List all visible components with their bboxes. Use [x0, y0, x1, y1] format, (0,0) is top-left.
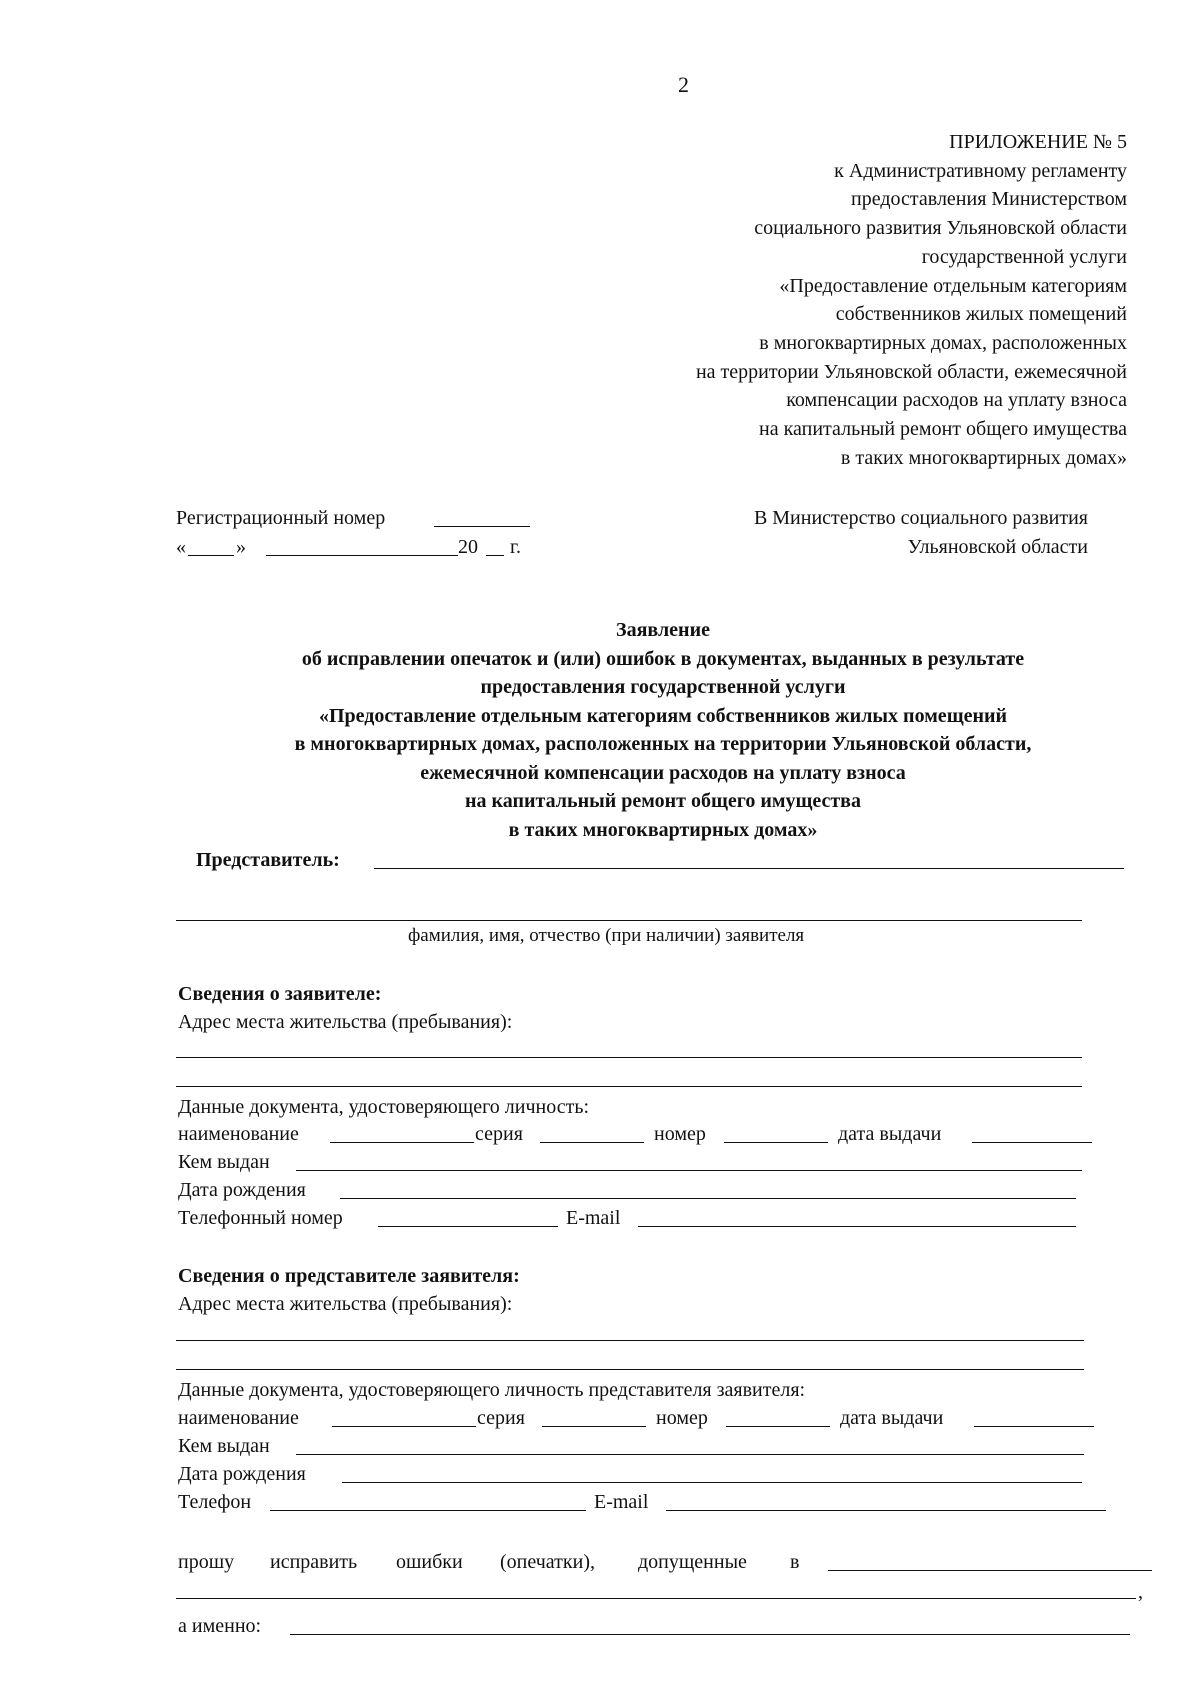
- representative-doc-series-field[interactable]: [542, 1426, 646, 1427]
- addressee-line-1: В Министерство социального развития: [753, 507, 1088, 529]
- request-word: (опечатки),: [500, 1551, 595, 1573]
- registration-year-prefix: 20: [458, 536, 478, 558]
- applicant-doc-number-label: номер: [654, 1123, 706, 1145]
- applicant-address-label: Адрес места жительства (пребывания):: [178, 1011, 513, 1033]
- applicant-phone-label: Телефонный номер: [178, 1207, 343, 1229]
- representative-phone-label: Телефон: [178, 1491, 252, 1513]
- representative-doc-series-label: серия: [477, 1407, 525, 1429]
- representative-doc-issue-date-field[interactable]: [974, 1426, 1094, 1427]
- representative-email-label: E-mail: [594, 1491, 649, 1513]
- title-line: Заявление: [616, 619, 710, 641]
- applicant-birth-date-label: Дата рождения: [178, 1179, 306, 1201]
- applicant-issued-by-label: Кем выдан: [178, 1151, 270, 1173]
- representative-doc-name-field[interactable]: [332, 1426, 476, 1427]
- representative-doc-name-label: наименование: [178, 1407, 299, 1429]
- applicant-doc-name-field[interactable]: [330, 1142, 474, 1143]
- registration-close-quote: »: [236, 536, 246, 558]
- title-line: в таких многоквартирных домах»: [508, 818, 818, 841]
- applicant-birth-date-field[interactable]: [340, 1198, 1076, 1199]
- request-word: исправить: [270, 1551, 358, 1573]
- request-word: в: [790, 1551, 800, 1573]
- representative-birth-date-field[interactable]: [342, 1482, 1082, 1483]
- representative-address-label: Адрес места жительства (пребывания):: [178, 1293, 513, 1315]
- appendix-line: собственников жилых помещений: [835, 303, 1127, 326]
- appendix-line: к Административному регламенту: [834, 159, 1127, 182]
- namely-field[interactable]: [290, 1634, 1130, 1635]
- appendix-line: социального развития Ульяновской области: [754, 217, 1127, 240]
- title-line: ежемесячной компенсации расходов на уплату взноса: [420, 761, 906, 784]
- representative-doc-number-label: номер: [656, 1407, 708, 1429]
- applicant-address-field-2[interactable]: [176, 1086, 1082, 1087]
- representative-issued-by-field[interactable]: [296, 1454, 1084, 1455]
- representative-birth-date-label: Дата рождения: [178, 1463, 306, 1485]
- applicant-email-field[interactable]: [638, 1226, 1076, 1227]
- registration-year-field[interactable]: [486, 555, 504, 556]
- applicant-doc-series-label: серия: [475, 1123, 523, 1145]
- representative-doc-number-field[interactable]: [726, 1426, 830, 1427]
- applicant-doc-number-field[interactable]: [724, 1142, 828, 1143]
- appendix-line: государственной услуги: [921, 245, 1127, 268]
- applicant-issued-by-field[interactable]: [296, 1170, 1082, 1171]
- request-document-field[interactable]: [828, 1570, 1152, 1571]
- addressee-line-2: Ульяновской области: [907, 536, 1088, 558]
- appendix-header: [696, 128, 1127, 472]
- appendix-line: в многоквартирных домах, расположенных: [759, 331, 1127, 354]
- representative-issued-by-label: Кем выдан: [178, 1435, 270, 1457]
- request-word: прошу: [178, 1551, 235, 1573]
- registration-day-field[interactable]: [188, 555, 234, 556]
- representative-label: Представитель:: [196, 849, 340, 871]
- registration-month-field[interactable]: [266, 555, 458, 556]
- applicant-doc-label: Данные документа, удостоверяющего личность:: [178, 1096, 590, 1118]
- representative-doc-label: Данные документа, удостоверяющего личность представителя заявителя:: [178, 1379, 806, 1401]
- applicant-email-label: E-mail: [566, 1207, 621, 1229]
- applicant-phone-field[interactable]: [378, 1226, 558, 1227]
- fio-field[interactable]: [176, 920, 1082, 921]
- representative-field[interactable]: [374, 868, 1124, 869]
- representative-heading: Сведения о представителе заявителя:: [178, 1265, 520, 1287]
- applicant-heading: Сведения о заявителе:: [178, 983, 382, 1005]
- applicant-doc-issue-date-field[interactable]: [972, 1142, 1092, 1143]
- title-line: предоставления государственной услуги: [480, 676, 846, 698]
- request-word: ошибки: [396, 1551, 463, 1573]
- representative-address-field-2[interactable]: [176, 1369, 1084, 1370]
- request-document-field-2[interactable]: [176, 1598, 1136, 1599]
- request-comma: ,: [1138, 1581, 1143, 1603]
- applicant-doc-name-label: наименование: [178, 1123, 299, 1145]
- appendix-line: «Предоставление отдельным категориям: [779, 274, 1127, 297]
- namely-label: а именно:: [178, 1615, 262, 1637]
- application-title: [0, 616, 1200, 844]
- applicant-doc-series-field[interactable]: [540, 1142, 644, 1143]
- representative-address-field-1[interactable]: [176, 1340, 1084, 1341]
- registration-open-quote: «: [176, 536, 186, 558]
- representative-doc-issue-date-label: дата выдачи: [840, 1407, 944, 1429]
- registration-year-suffix: г.: [510, 536, 521, 558]
- appendix-line: на территории Ульяновской области, ежемесячной: [695, 360, 1127, 383]
- appendix-line: ПРИЛОЖЕНИЕ № 5: [949, 131, 1127, 153]
- appendix-line: предоставления Министерством: [851, 188, 1127, 211]
- fio-caption: фамилия, имя, отчество (при наличии) заявителя: [408, 925, 805, 946]
- appendix-line: на капитальный ремонт общего имущества: [759, 418, 1127, 441]
- representative-email-field[interactable]: [666, 1510, 1106, 1511]
- title-line: «Предоставление отдельным категориям собственников жилых помещений: [318, 704, 1008, 727]
- request-word: допущенные: [638, 1551, 747, 1573]
- registration-number-label: Регистрационный номер: [176, 507, 386, 529]
- appendix-line: в таких многоквартирных домах»: [840, 446, 1127, 469]
- title-line: на капитальный ремонт общего имущества: [465, 790, 861, 812]
- applicant-doc-issue-date-label: дата выдачи: [838, 1123, 942, 1145]
- page-number: 2: [678, 72, 689, 97]
- representative-phone-field[interactable]: [270, 1510, 586, 1511]
- title-line: в многоквартирных домах, расположенных на территории Ульяновской области,: [294, 733, 1032, 755]
- title-line: об исправлении опечаток и (или) ошибок в документах, выданных в результате: [301, 647, 1025, 670]
- registration-number-field[interactable]: [434, 526, 530, 527]
- applicant-address-field-1[interactable]: [176, 1057, 1082, 1058]
- appendix-line: компенсации расходов на уплату взноса: [786, 389, 1127, 412]
